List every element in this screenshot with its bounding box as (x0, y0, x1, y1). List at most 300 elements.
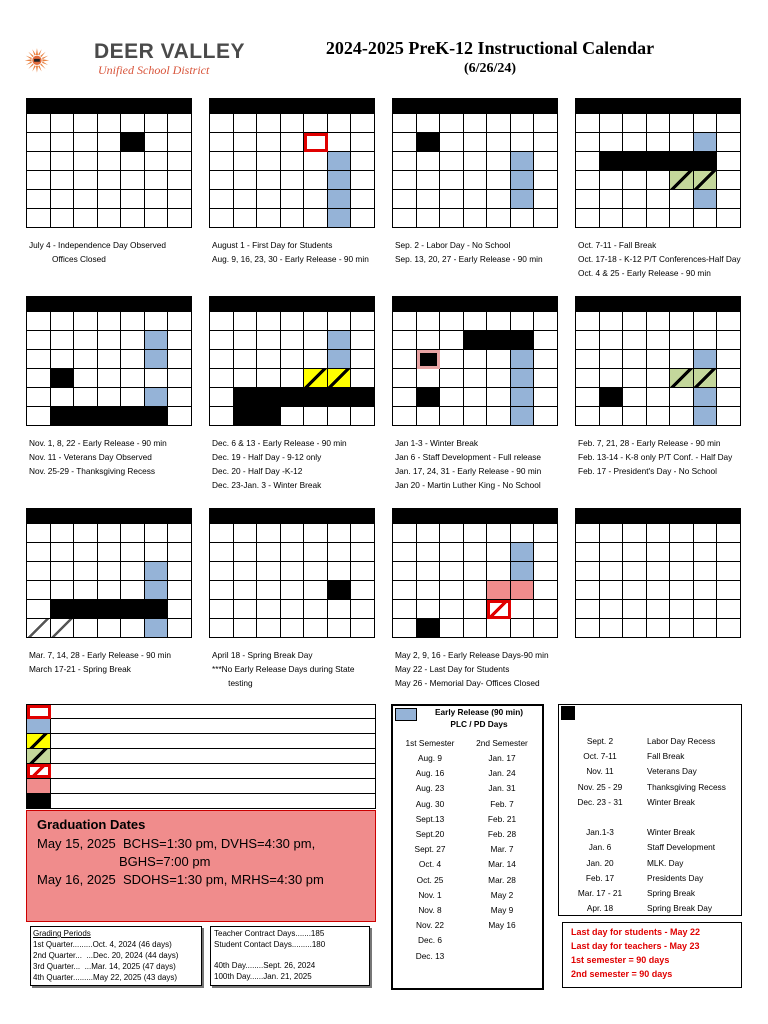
day-cell (281, 369, 305, 388)
month-day-grid (26, 311, 192, 426)
day-cell (27, 369, 51, 388)
day-cell (647, 524, 671, 543)
day-cell (304, 369, 328, 388)
day-cell (440, 171, 464, 190)
day-cell (168, 369, 192, 388)
day-cell (145, 543, 169, 562)
day-cell (210, 209, 234, 228)
day-cell (694, 114, 718, 133)
day-cell (694, 350, 718, 369)
day-cell (328, 350, 352, 369)
day-cell (464, 190, 488, 209)
day-cell (464, 543, 488, 562)
day-cell (576, 388, 600, 407)
day-cell (511, 190, 535, 209)
month-calendar (392, 98, 558, 228)
day-cell (647, 190, 671, 209)
day-cell (74, 619, 98, 638)
month-notes (578, 238, 741, 280)
day-cell (417, 619, 441, 638)
day-cell (511, 524, 535, 543)
legend-early-release-swatch (27, 719, 51, 733)
day-cell (74, 369, 98, 388)
month-note: Nov. 11 - Veterans Day Observed (29, 452, 152, 462)
teacher-contract-days: Teacher Contract Days.......185 (214, 929, 325, 938)
day-cell (27, 600, 51, 619)
month-header-bar (209, 98, 375, 113)
day-cell (393, 133, 417, 152)
day-cell (487, 407, 511, 426)
day-cell (694, 543, 718, 562)
holiday-dates (565, 734, 635, 916)
day-cell (328, 152, 352, 171)
day-cell (168, 312, 192, 331)
list-item: Apr. 18 (586, 903, 614, 914)
day-cell (623, 619, 647, 638)
day-cell (281, 209, 305, 228)
day-cell (210, 388, 234, 407)
day-cell (168, 524, 192, 543)
day-cell (670, 524, 694, 543)
day-cell (534, 407, 558, 426)
day-cell (623, 369, 647, 388)
legend-half-day-swatch (27, 734, 51, 748)
day-cell (534, 209, 558, 228)
day-cell (351, 209, 375, 228)
day-cell (647, 543, 671, 562)
day-cell (576, 369, 600, 388)
day-cell (511, 133, 535, 152)
day-cell (694, 171, 718, 190)
day-cell (51, 190, 75, 209)
day-cell (440, 331, 464, 350)
day-cell (121, 562, 145, 581)
day-cell (145, 312, 169, 331)
month-note: Sep. 13, 20, 27 - Early Release - 90 min (395, 254, 543, 264)
day-cell (464, 524, 488, 543)
list-item: Mar. 28 (488, 874, 516, 885)
day-cell (393, 350, 417, 369)
day-cell (121, 524, 145, 543)
first-semester-days: 1st semester = 90 days (571, 955, 670, 965)
day-cell (281, 581, 305, 600)
month-note: Nov. 1, 8, 22 - Early Release - 90 min (29, 438, 167, 448)
day-cell (74, 407, 98, 426)
list-item: Aug. 23 (415, 783, 445, 794)
list-item: Dec. 23 - 31 (577, 796, 623, 807)
month-day-grid (392, 523, 558, 638)
day-cell (51, 133, 75, 152)
day-cell (464, 581, 488, 600)
early-release-swatch (395, 708, 417, 721)
month-notes (29, 238, 166, 266)
day-cell (74, 190, 98, 209)
day-cell (576, 562, 600, 581)
day-cell (600, 543, 624, 562)
month-note: Jan 1-3 - Winter Break (395, 438, 478, 448)
day-cell (328, 369, 352, 388)
day-cell (304, 171, 328, 190)
month-calendar (209, 296, 375, 426)
day-cell (351, 171, 375, 190)
day-cell (717, 619, 741, 638)
day-cell (623, 350, 647, 369)
day-cell (234, 209, 258, 228)
day-cell (647, 369, 671, 388)
day-cell (576, 407, 600, 426)
day-cell (98, 407, 122, 426)
day-cell (576, 152, 600, 171)
day-cell (304, 581, 328, 600)
day-cell (717, 133, 741, 152)
sem1-dates (397, 751, 463, 964)
month-day-grid (392, 311, 558, 426)
day-cell (487, 350, 511, 369)
list-item: Sept. 2 (586, 736, 614, 746)
day-cell (168, 600, 192, 619)
day-cell (51, 152, 75, 171)
day-cell (511, 114, 535, 133)
list-item: Veterans Day (647, 766, 697, 777)
day-cell (51, 331, 75, 350)
day-cell (694, 312, 718, 331)
day-cell (74, 581, 98, 600)
day-cell (234, 388, 258, 407)
month-note: Sep. 2 - Labor Day - No School (395, 240, 511, 250)
day-cell (623, 312, 647, 331)
month-header-bar (392, 508, 558, 523)
day-cell (487, 133, 511, 152)
month-day-grid (209, 523, 375, 638)
day-cell (576, 114, 600, 133)
day-cell (281, 152, 305, 171)
day-cell (393, 524, 417, 543)
day-cell (534, 562, 558, 581)
day-cell (670, 190, 694, 209)
day-cell (145, 331, 169, 350)
day-cell (27, 133, 51, 152)
day-cell (74, 562, 98, 581)
day-cell (670, 114, 694, 133)
day-cell (464, 114, 488, 133)
day-cell (304, 190, 328, 209)
day-cell (600, 152, 624, 171)
list-item (647, 810, 741, 825)
day-cell (534, 312, 558, 331)
fortieth-day: 40th Day........Sept. 26, 2024 (214, 961, 316, 970)
day-cell (328, 407, 352, 426)
day-cell (440, 562, 464, 581)
last-days-box (562, 922, 742, 988)
day-cell (417, 600, 441, 619)
day-cell (121, 350, 145, 369)
day-cell (145, 524, 169, 543)
day-cell (647, 114, 671, 133)
day-cell (534, 619, 558, 638)
day-cell (168, 543, 192, 562)
month-note: March 17-21 - Spring Break (29, 664, 131, 674)
day-cell (27, 581, 51, 600)
day-cell (417, 133, 441, 152)
day-cell (511, 543, 535, 562)
day-cell (168, 190, 192, 209)
day-cell (417, 369, 441, 388)
day-cell (487, 524, 511, 543)
day-cell (168, 350, 192, 369)
day-cell (27, 331, 51, 350)
day-cell (121, 619, 145, 638)
day-cell (234, 407, 258, 426)
day-cell (694, 369, 718, 388)
day-cell (51, 600, 75, 619)
list-item: Feb. 21 (487, 813, 517, 824)
day-cell (417, 562, 441, 581)
day-cell (440, 114, 464, 133)
list-item: Winter Break (647, 796, 695, 807)
day-cell (234, 190, 258, 209)
list-item: Labor Day Recess (647, 736, 716, 746)
day-cell (464, 619, 488, 638)
day-cell (98, 114, 122, 133)
day-cell (98, 543, 122, 562)
day-cell (121, 600, 145, 619)
day-cell (210, 190, 234, 209)
day-cell (351, 543, 375, 562)
day-cell (393, 190, 417, 209)
day-cell (51, 524, 75, 543)
day-cell (351, 331, 375, 350)
month-header-bar (26, 98, 192, 113)
day-cell (257, 600, 281, 619)
day-cell (576, 209, 600, 228)
list-item: Dec. 13 (415, 950, 445, 961)
day-cell (417, 209, 441, 228)
day-cell (257, 407, 281, 426)
list-item: Sept. 27 (414, 844, 446, 855)
day-cell (511, 369, 535, 388)
day-cell (600, 350, 624, 369)
day-cell (576, 133, 600, 152)
day-cell (487, 581, 511, 600)
day-cell (210, 171, 234, 190)
day-cell (281, 388, 305, 407)
day-cell (417, 407, 441, 426)
day-cell (27, 312, 51, 331)
month-note: Mar. 7, 14, 28 - Early Release - 90 min (29, 650, 172, 660)
month-notes (395, 238, 543, 266)
day-cell (98, 581, 122, 600)
day-cell (670, 331, 694, 350)
day-cell (670, 209, 694, 228)
day-cell (210, 152, 234, 171)
month-note: testing (212, 678, 253, 688)
list-item: Sept.20 (415, 829, 445, 840)
sem1-header: 1st Semester (405, 738, 455, 748)
day-cell (511, 407, 535, 426)
day-cell (440, 369, 464, 388)
day-cell (487, 209, 511, 228)
month-note: Dec. 20 - Half Day -K-12 (212, 466, 303, 476)
month-header-bar (575, 296, 741, 311)
day-cell (234, 369, 258, 388)
day-cell (464, 171, 488, 190)
day-cell (487, 152, 511, 171)
day-cell (210, 562, 234, 581)
day-cell (234, 350, 258, 369)
day-cell (257, 114, 281, 133)
day-cell (145, 190, 169, 209)
day-cell (51, 369, 75, 388)
day-cell (694, 600, 718, 619)
day-cell (670, 312, 694, 331)
month-notes (212, 238, 369, 266)
day-cell (121, 133, 145, 152)
day-cell (487, 562, 511, 581)
day-cell (417, 190, 441, 209)
day-cell (98, 388, 122, 407)
day-cell (717, 524, 741, 543)
day-cell (51, 114, 75, 133)
month-note: May 2, 9, 16 - Early Release Days-90 min (395, 650, 549, 660)
day-cell (694, 152, 718, 171)
list-item: Jan.1-3 (586, 827, 614, 838)
month-notes (29, 436, 167, 478)
day-cell (417, 152, 441, 171)
day-cell (281, 190, 305, 209)
student-contact-days: Student Contact Days.........180 (214, 940, 326, 949)
day-cell (234, 133, 258, 152)
month-day-grid (392, 113, 558, 228)
list-item: Staff Development (647, 842, 716, 853)
day-cell (440, 190, 464, 209)
day-cell (234, 152, 258, 171)
day-cell (647, 312, 671, 331)
list-item: May 16 (488, 920, 516, 931)
day-cell (511, 619, 535, 638)
day-cell (27, 350, 51, 369)
day-cell (647, 171, 671, 190)
day-cell (487, 171, 511, 190)
day-cell (623, 133, 647, 152)
day-cell (576, 619, 600, 638)
day-cell (670, 350, 694, 369)
day-cell (304, 312, 328, 331)
list-item: Spring Break Day (647, 903, 713, 914)
day-cell (600, 524, 624, 543)
day-cell (351, 369, 375, 388)
day-cell (511, 581, 535, 600)
day-cell (234, 114, 258, 133)
day-cell (168, 407, 192, 426)
day-cell (694, 524, 718, 543)
graduation-line-2: BGHS=7:00 pm (119, 854, 211, 869)
list-item: Jan. 17 (488, 753, 516, 763)
day-cell (600, 114, 624, 133)
day-cell (27, 114, 51, 133)
list-item: Mar. 7 (490, 844, 514, 855)
day-cell (464, 152, 488, 171)
day-cell (464, 312, 488, 331)
day-cell (281, 407, 305, 426)
day-cell (717, 312, 741, 331)
month-note: Nov. 25-29 - Thanksgiving Recess (29, 466, 156, 476)
month-note: ***No Early Release Days during State (212, 664, 355, 674)
day-cell (534, 114, 558, 133)
list-item: May 9 (490, 905, 514, 916)
month-day-grid (575, 311, 741, 426)
day-cell (234, 171, 258, 190)
day-cell (417, 114, 441, 133)
list-item: Nov. 11 (586, 766, 614, 777)
day-cell (74, 152, 98, 171)
day-cell (534, 388, 558, 407)
month-header-bar (209, 296, 375, 311)
day-cell (351, 152, 375, 171)
month-note: Jan. 17, 24, 31 - Early Release - 90 min (395, 466, 542, 476)
month-calendar (392, 296, 558, 426)
day-cell (717, 543, 741, 562)
day-cell (27, 562, 51, 581)
day-cell (328, 388, 352, 407)
day-cell (304, 331, 328, 350)
day-cell (74, 350, 98, 369)
day-cell (121, 114, 145, 133)
day-cell (717, 209, 741, 228)
day-cell (717, 331, 741, 350)
day-cell (328, 209, 352, 228)
day-cell (511, 152, 535, 171)
graduation-heading: Graduation Dates (37, 817, 146, 832)
day-cell (121, 407, 145, 426)
day-cell (576, 524, 600, 543)
day-cell (98, 133, 122, 152)
day-cell (623, 190, 647, 209)
month-notes (212, 436, 347, 492)
day-cell (440, 350, 464, 369)
day-cell (440, 524, 464, 543)
day-cell (393, 331, 417, 350)
day-cell (600, 581, 624, 600)
day-cell (351, 190, 375, 209)
page-title: 2024-2025 PreK-12 Instructional Calendar (325, 38, 655, 58)
day-cell (210, 543, 234, 562)
day-cell (328, 331, 352, 350)
legend-first-day-swatch (27, 705, 51, 719)
list-item: Sept.13 (415, 813, 445, 824)
day-cell (304, 543, 328, 562)
day-cell (281, 133, 305, 152)
day-cell (464, 388, 488, 407)
day-cell (534, 190, 558, 209)
day-cell (328, 524, 352, 543)
day-cell (145, 562, 169, 581)
day-cell (51, 171, 75, 190)
day-cell (464, 369, 488, 388)
day-cell (576, 331, 600, 350)
legend (26, 704, 376, 809)
day-cell (210, 312, 234, 331)
day-cell (27, 388, 51, 407)
day-cell (487, 114, 511, 133)
legend-last-day-swatch (27, 764, 51, 778)
day-cell (600, 190, 624, 209)
day-cell (168, 209, 192, 228)
day-cell (393, 543, 417, 562)
list-item: Presidents Day (647, 872, 704, 883)
graduation-line-1: May 15, 2025 BCHS=1:30 pm, DVHS=4:30 pm, (37, 836, 316, 851)
day-cell (281, 331, 305, 350)
day-cell (600, 312, 624, 331)
